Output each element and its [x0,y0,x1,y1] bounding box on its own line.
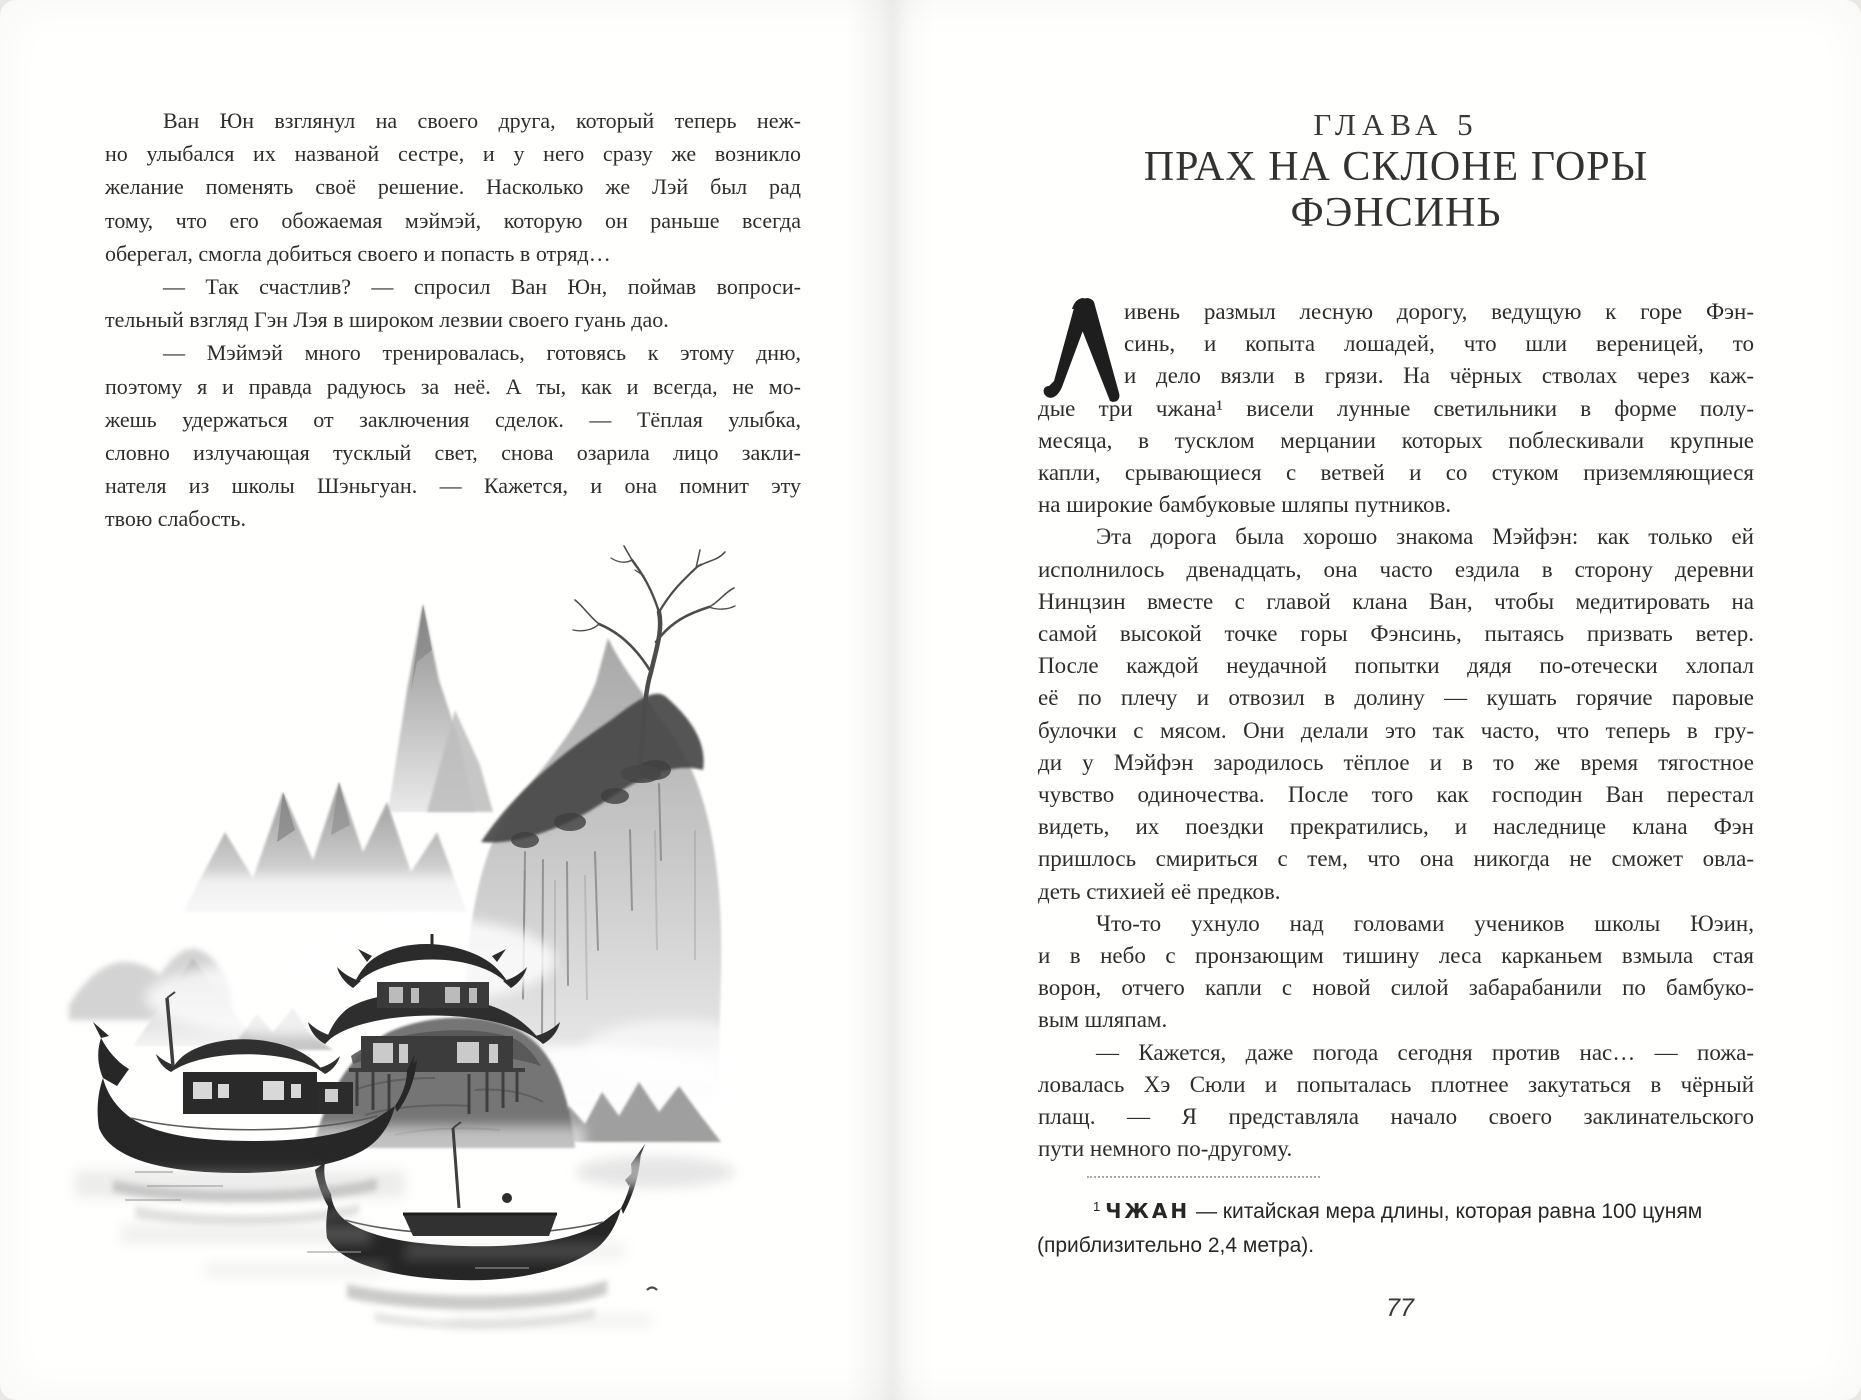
footnote-text: — китайская мера длины, которая равна 100 цуням [1195,1200,1703,1223]
right-page-text [1038,296,1754,1165]
text-line: но улыбался их названой сестре, и у него сразу же возникло [105,141,801,167]
text-line: её по плечу и отвозил в долину — кушать горячие паровые [1038,685,1754,711]
bird-icon [647,1288,657,1291]
text-line: исполнилось двенадцать, она часто ездила в сторону деревни [1038,556,1754,582]
text-line: ивень размыл лесную дорогу, ведущую к горе Фэн- [1124,299,1754,324]
text-line: месяца, в тусклом мерцании которых поблескивали крупные [1038,427,1754,453]
text-line: синь, и копыта лошадей, что шли вереницей, то [1124,331,1754,357]
text-line: твою слабость. [105,506,246,532]
text-line: После каждой неудачной попытки дядя по-отечески хлопал [1038,653,1754,679]
text-line: желание поменять своё решение. Насколько же Лэй был рад [105,174,801,200]
text-line: булочки с мясом. Они делали это так часто, что теперь в гру- [1038,717,1754,743]
text-line: плащ. — Я представляла начало своего заклинательского [1038,1104,1754,1130]
tree-base-moss [621,765,661,783]
text-line: — Кажется, даже погода сегодня против нас… — пожа- [1096,1039,1754,1065]
text-line: нателя из школы Шэньгуан. — Кажется, и она помнит эту [105,473,801,499]
text-line: Что-то ухнуло над головами учеников школы Юэин, [1096,910,1754,936]
chapter-title-line-1: ПРАХ НА СКЛОНЕ ГОРЫ [1143,144,1649,190]
chapter-number: ГЛАВА 5 [1313,107,1479,142]
text-line: видеть, их поездки прекратились, и наследнице клана Фэн [1038,814,1754,840]
text-line: — Мэймэй много тренировалась, готовясь к этому дню, [163,340,801,366]
ink-landscape-illustration [55,530,755,1340]
water-reflections [75,1156,735,1329]
footnote-separator [1087,1176,1320,1178]
text-line: поэтому я и правда радуюсь за неё. А ты, как и всегда, не мо- [105,373,801,399]
page-number: 77 [1386,1294,1414,1322]
text-line: Нинцзин вместе с главой клана Ван, чтобы медитировать на [1038,588,1754,614]
text-line: ловалась Хэ Сюли и попыталась плотнее закутаться в чёрный [1038,1071,1754,1097]
footnote-marker: 1 [1093,1199,1101,1214]
book-gutter-shadow [846,0,934,1400]
text-line: тому, что его обожаемая мэймэй, которую он раньше всегда [105,207,801,233]
chapter-title-line-2: ФЭНСИНЬ [1290,190,1502,236]
text-line: ди у Мэйфэн зародилось тёплое и в то же время тягостное [1038,749,1754,775]
text-line: Ван Юн взглянул на своего друга, который теперь неж- [163,108,801,133]
text-line: капли, срывающиеся с ветвей и со стуком приземляющиеся [1038,460,1754,486]
text-line: самой высокой точке горы Фэнсинь, пытаясь призвать ветер. [1038,621,1754,647]
footnote-term: ЧЖАН [1105,1199,1191,1223]
footnote-line-1 [1037,1190,1757,1229]
footnote [1037,1176,1757,1263]
text-line: жешь удержаться от заключения сделок. — Тёплая улыбка, [105,406,801,432]
chapter-heading [1038,106,1754,236]
text-line: ворон, отчего капли с новой силой забарабанили по бамбуко- [1038,975,1754,1001]
text-line: и в небо с пронзающим тишину леса карканьем взмыла стая [1038,943,1754,969]
text-line: дые три чжана¹ висели лунные светильники в форме полу- [1038,395,1754,421]
text-line: оберегал, смогла добиться своего и попасть в отряд… [105,240,611,266]
text-line: пути немного по-другому. [1038,1136,1293,1162]
text-line: чувство одиночества. После того как господин Ван перестал [1038,782,1754,808]
text-line: пришлось смириться с тем, что она никогда не сможет овла- [1038,846,1754,872]
text-line: и дело вязли в грязи. На чёрных стволах через каж- [1124,363,1754,389]
text-line: — Так счастлив? — спросил Ван Юн, поймав вопроси- [163,274,801,300]
text-line: Эта дорога была хорошо знакома Мэйфэн: как только ей [1096,524,1754,550]
footnote-line-2: (приблизительно 2,4 метра). [1037,1234,1315,1257]
left-page-text [105,104,801,536]
text-line: на широкие бамбуковые шляпы путников. [1038,492,1452,518]
text-line: словно излучающая тусклый свет, снова озарила лицо закли- [105,440,801,466]
text-line: вым шляпам. [1038,1007,1168,1033]
text-line: деть стихией её предков. [1038,878,1281,904]
text-line: тельный взгляд Гэн Лэя в широком лезвии своего гуань дао. [105,307,669,333]
center-peak [388,604,493,812]
